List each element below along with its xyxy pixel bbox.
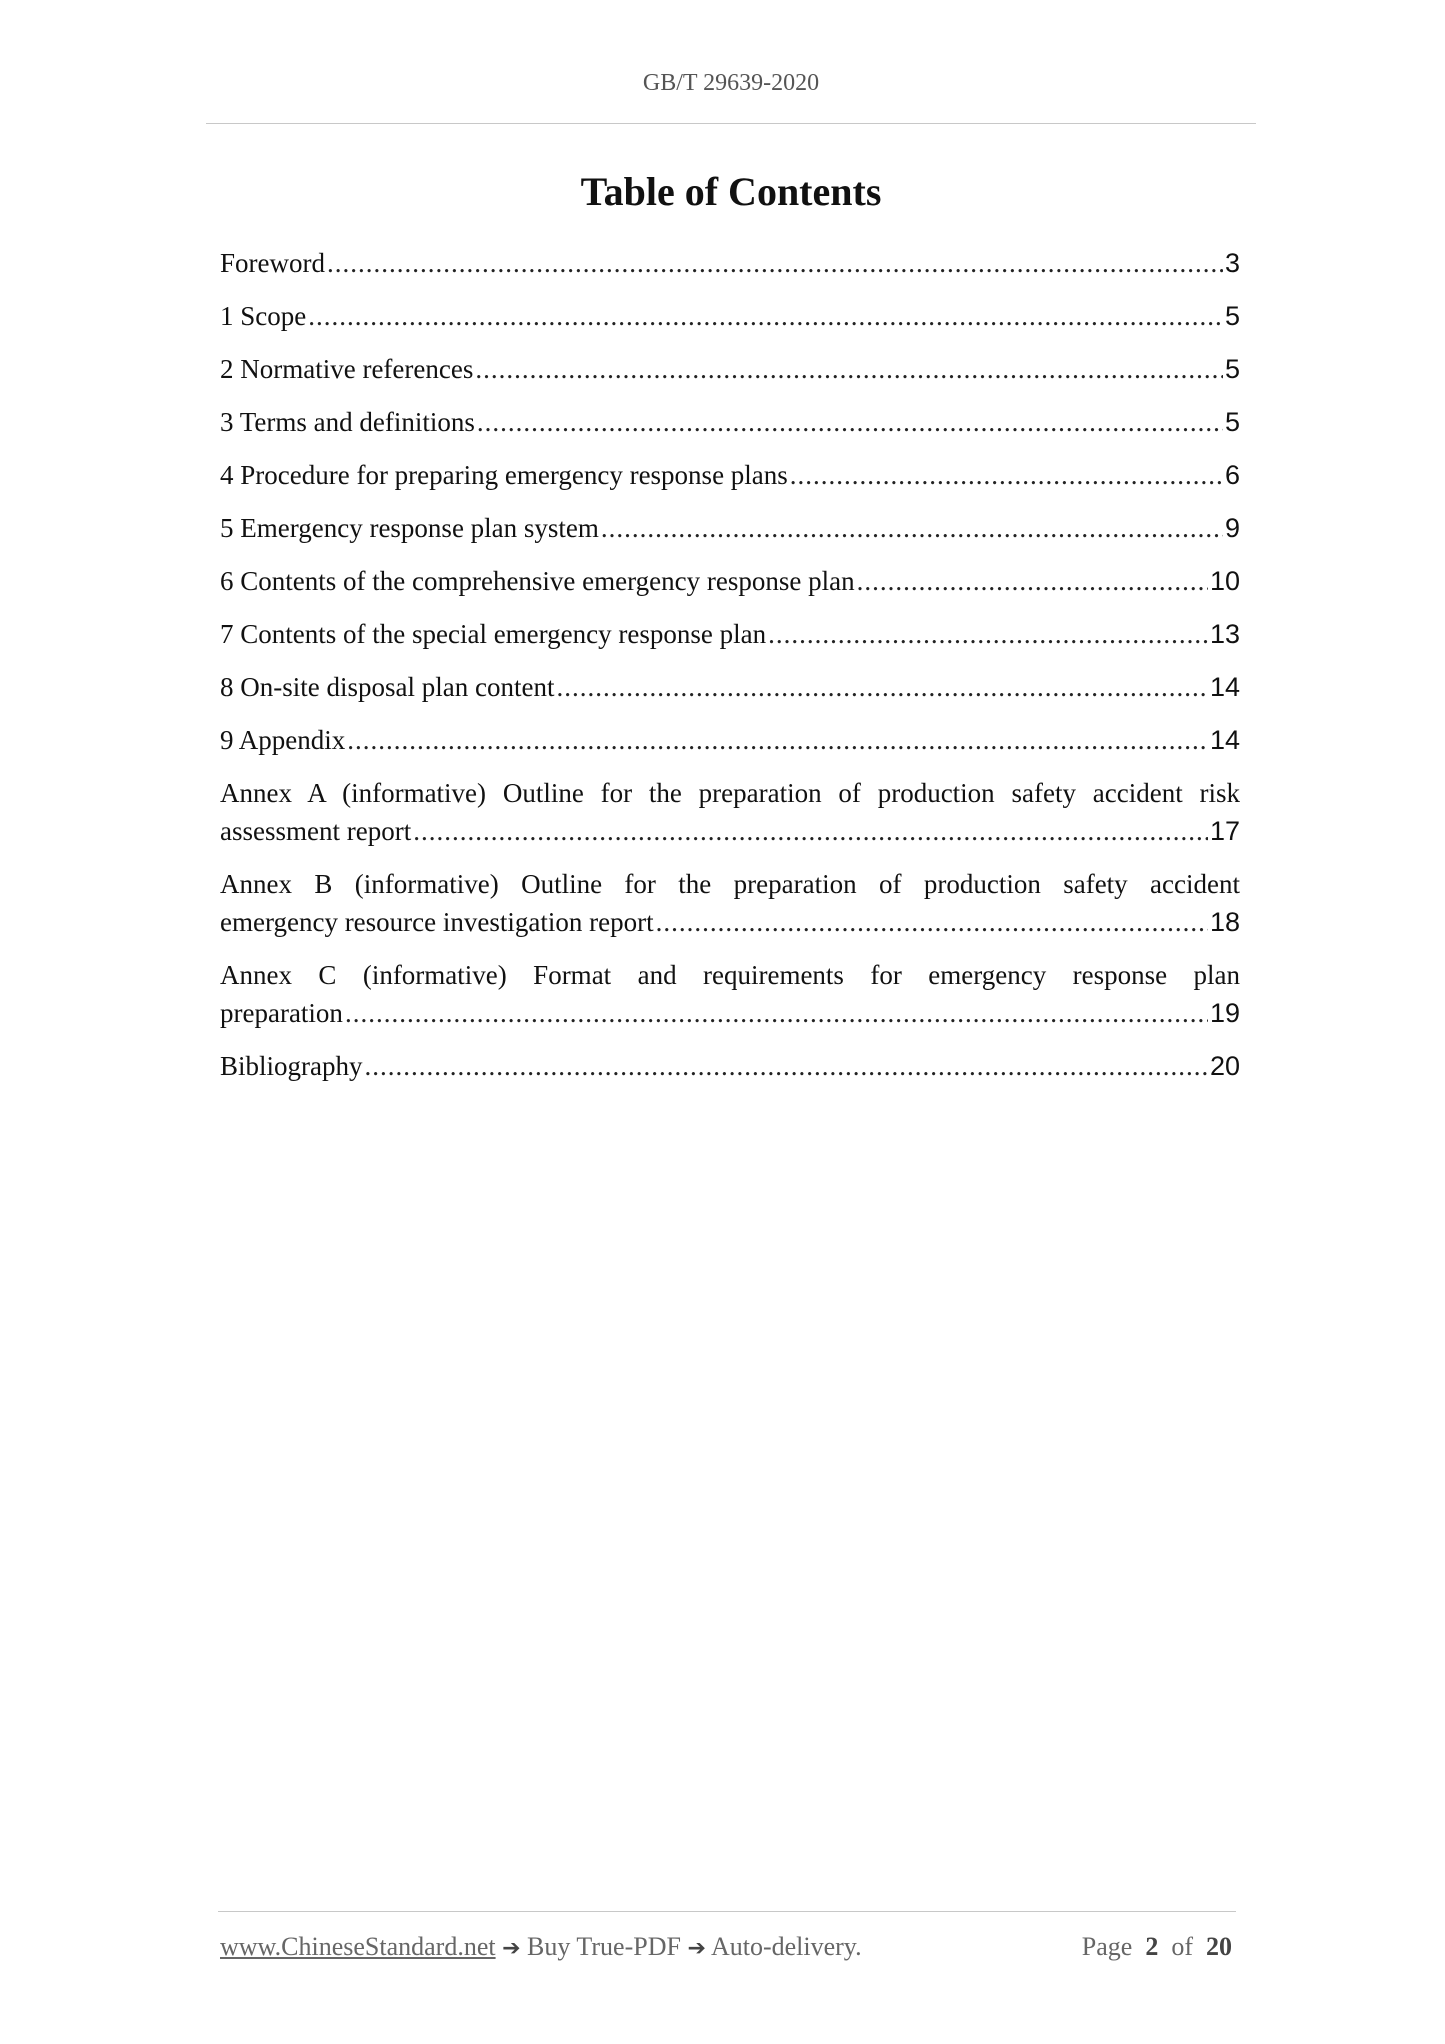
toc-entry-page: 5 bbox=[1224, 407, 1240, 437]
dot-leader bbox=[345, 994, 1208, 1032]
current-page: 2 bbox=[1145, 1932, 1159, 1961]
document-code-header: GB/T 29639-2020 bbox=[642, 70, 820, 96]
dot-leader bbox=[790, 456, 1223, 494]
of-word: of bbox=[1171, 1932, 1193, 1961]
delivery-text: Auto-delivery. bbox=[710, 1932, 862, 1961]
toc-entry-page: 13 bbox=[1209, 619, 1240, 649]
toc-entry[interactable] bbox=[220, 956, 1240, 1032]
toc-entry-page: 6 bbox=[1224, 460, 1240, 490]
dot-leader bbox=[308, 297, 1223, 335]
dot-leader bbox=[477, 403, 1223, 441]
toc-entry-page: 5 bbox=[1224, 301, 1240, 331]
total-pages: 20 bbox=[1206, 1932, 1232, 1961]
toc-entry-page: 17 bbox=[1209, 816, 1240, 846]
toc-entry[interactable] bbox=[220, 721, 1240, 759]
toc-entry[interactable] bbox=[220, 668, 1240, 706]
toc-title: Table of Contents bbox=[580, 169, 882, 214]
toc-entry-page: 10 bbox=[1209, 566, 1240, 596]
buy-text: Buy True-PDF bbox=[527, 1932, 681, 1961]
dot-leader bbox=[768, 615, 1208, 653]
dot-leader bbox=[857, 562, 1208, 600]
page-word: Page bbox=[1081, 1932, 1133, 1961]
toc-entry-page: 14 bbox=[1209, 672, 1240, 702]
dot-leader bbox=[327, 244, 1223, 282]
toc-entry-label-line1: Annex B (informative) Outline for the preparation of production safety accident bbox=[220, 869, 1240, 899]
site-link[interactable]: www.ChineseStandard.net bbox=[220, 1932, 496, 1961]
toc-list bbox=[220, 244, 1240, 1100]
toc-entry-label: 6 Contents of the comprehensive emergency response plan bbox=[220, 566, 855, 596]
toc-entry-label: 9 Appendix bbox=[220, 725, 346, 755]
toc-entry[interactable] bbox=[220, 1047, 1240, 1085]
toc-entry-page: 3 bbox=[1224, 248, 1240, 278]
toc-entry-label: 1 Scope bbox=[220, 301, 307, 331]
toc-entry-page: 5 bbox=[1224, 354, 1240, 384]
toc-entry-label: preparation bbox=[220, 998, 343, 1028]
toc-entry-label-line1: Annex C (informative) Format and requirements for emergency response plan bbox=[220, 960, 1240, 990]
toc-entry-label: 2 Normative references bbox=[220, 354, 474, 384]
toc-entry[interactable] bbox=[220, 562, 1240, 600]
dot-leader bbox=[556, 668, 1208, 706]
toc-entry-label: Bibliography bbox=[220, 1051, 363, 1081]
toc-entry-label: emergency resource investigation report bbox=[220, 907, 654, 937]
dot-leader bbox=[365, 1047, 1208, 1085]
dot-leader bbox=[347, 721, 1208, 759]
toc-entry[interactable] bbox=[220, 350, 1240, 388]
toc-entry[interactable] bbox=[220, 865, 1240, 941]
toc-entry-label: 3 Terms and definitions bbox=[220, 407, 475, 437]
dot-leader bbox=[656, 903, 1208, 941]
toc-entry-page: 20 bbox=[1209, 1051, 1240, 1081]
toc-entry[interactable] bbox=[220, 297, 1240, 335]
toc-entry[interactable] bbox=[220, 456, 1240, 494]
toc-entry-label: Foreword bbox=[220, 248, 325, 278]
toc-entry[interactable] bbox=[220, 509, 1240, 547]
dot-leader bbox=[601, 509, 1223, 547]
toc-entry-label: 4 Procedure for preparing emergency response plans bbox=[220, 460, 788, 490]
toc-entry-label: 8 On-site disposal plan content bbox=[220, 672, 555, 702]
toc-entry-page: 9 bbox=[1224, 513, 1240, 543]
toc-entry-label: 5 Emergency response plan system bbox=[220, 513, 599, 543]
toc-entry-label-line1: Annex A (informative) Outline for the preparation of production safety accident risk bbox=[220, 778, 1240, 808]
toc-entry[interactable] bbox=[220, 244, 1240, 282]
toc-entry-page: 14 bbox=[1209, 725, 1240, 755]
toc-entry-label: 7 Contents of the special emergency response plan bbox=[220, 619, 767, 649]
toc-entry[interactable] bbox=[220, 774, 1240, 850]
toc-entry[interactable] bbox=[220, 615, 1240, 653]
dot-leader bbox=[475, 350, 1223, 388]
dot-leader bbox=[413, 812, 1208, 850]
right-arrow-icon: ➔ bbox=[687, 1936, 706, 1961]
toc-entry-page: 18 bbox=[1209, 907, 1240, 937]
header-divider bbox=[206, 123, 1256, 124]
toc-entry-page: 19 bbox=[1209, 998, 1240, 1028]
page-indicator bbox=[1082, 1932, 1232, 1962]
footer-promo bbox=[220, 1932, 862, 1962]
right-arrow-icon: ➔ bbox=[502, 1936, 521, 1961]
footer-divider bbox=[218, 1911, 1236, 1912]
toc-entry-label: assessment report bbox=[220, 816, 412, 846]
toc-entry[interactable] bbox=[220, 403, 1240, 441]
